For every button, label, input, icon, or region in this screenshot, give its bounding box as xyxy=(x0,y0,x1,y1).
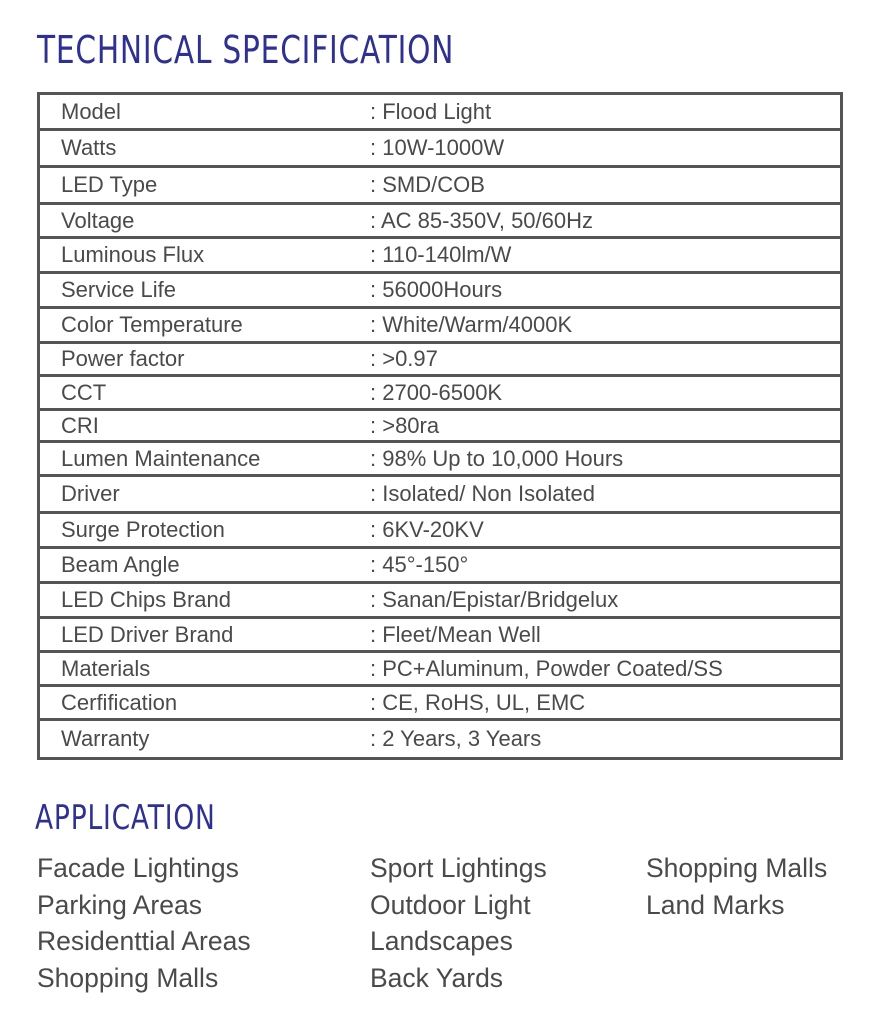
spec-value: : >0.97 xyxy=(370,346,438,371)
spec-label: Power factor xyxy=(61,346,185,371)
spec-value: : 2700-6500K xyxy=(370,379,503,405)
spec-label: CRI xyxy=(61,412,99,438)
spec-value: : 6KV-20KV xyxy=(370,517,484,542)
spec-value: : 56000Hours xyxy=(370,277,503,302)
spec-value: : Flood Light xyxy=(370,98,492,124)
application-title: APPLICATION xyxy=(35,798,216,838)
spec-label: LED Chips Brand xyxy=(61,587,231,612)
spec-row-color-temperature xyxy=(40,309,840,344)
spec-row-certification xyxy=(40,687,840,721)
spec-row-watts xyxy=(40,131,840,168)
application-item: Residenttial Areas xyxy=(37,926,251,956)
spec-row-warranty xyxy=(40,721,840,757)
application-item: Outdoor Light xyxy=(370,889,531,920)
spec-label: CCT xyxy=(61,379,107,405)
application-item: Land Marks xyxy=(646,889,785,920)
application-item: Shopping Malls xyxy=(646,853,828,883)
spec-row-driver xyxy=(40,477,840,514)
spec-row-surge-protection xyxy=(40,514,840,549)
spec-label: Watts xyxy=(61,135,117,160)
application-item: Parking Areas xyxy=(37,889,202,920)
spec-row-power-factor xyxy=(40,344,840,377)
spec-label: Warranty xyxy=(61,726,150,751)
spec-value: : 10W-1000W xyxy=(370,135,505,160)
spec-row-service-life xyxy=(40,274,840,309)
spec-label: Beam Angle xyxy=(61,552,180,577)
spec-row-voltage xyxy=(40,205,840,239)
spec-value: : 2 Years, 3 Years xyxy=(370,726,542,751)
spec-value: : White/Warm/4000K xyxy=(370,312,573,337)
spec-table xyxy=(37,92,843,760)
spec-value: : Sanan/Epistar/Bridgelux xyxy=(370,587,619,612)
spec-label: Service Life xyxy=(61,277,176,302)
spec-value: : SMD/COB xyxy=(370,172,485,197)
spec-row-luminous-flux xyxy=(40,239,840,274)
spec-row-beam-angle xyxy=(40,549,840,584)
spec-row-materials xyxy=(40,653,840,687)
spec-label: Surge Protection xyxy=(61,517,225,542)
spec-value: : 110-140lm/W xyxy=(370,242,512,267)
spec-row-led-chips-brand xyxy=(40,584,840,619)
spec-value: : Fleet/Mean Well xyxy=(370,621,541,647)
spec-label: LED Driver Brand xyxy=(61,621,234,647)
spec-label: Materials xyxy=(61,655,151,681)
spec-value: : Isolated/ Non Isolated xyxy=(370,481,596,506)
spec-label: Voltage xyxy=(61,207,135,233)
application-column-3 xyxy=(646,850,827,923)
spec-label: LED Type xyxy=(61,172,158,197)
spec-row-cct xyxy=(40,377,840,411)
spec-row-lumen-maintenance xyxy=(40,443,840,477)
application-item: Landscapes xyxy=(370,926,513,956)
spec-value: : AC 85-350V, 50/60Hz xyxy=(370,207,594,233)
application-item: Shopping Malls xyxy=(37,962,219,993)
application-column-1 xyxy=(37,850,251,996)
spec-label: Color Temperature xyxy=(61,312,243,337)
spec-label: Luminous Flux xyxy=(61,242,205,267)
application-item: Facade Lightings xyxy=(37,853,239,883)
application-item: Back Yards xyxy=(370,962,504,993)
spec-value: : PC+Aluminum, Powder Coated/SS xyxy=(370,655,723,681)
spec-value: : >80ra xyxy=(370,412,440,438)
spec-value: : 45°-150° xyxy=(370,552,469,577)
spec-label: Lumen Maintenance xyxy=(61,445,261,471)
application-column-2 xyxy=(370,850,547,996)
application-item: Sport Lightings xyxy=(370,853,547,883)
spec-title: TECHNICAL SPECIFICATION xyxy=(37,28,455,72)
spec-row-led-driver-brand xyxy=(40,619,840,653)
spec-value: : CE, RoHS, UL, EMC xyxy=(370,689,586,715)
spec-row-cri xyxy=(40,411,840,443)
spec-label: Driver xyxy=(61,481,120,506)
spec-row-model xyxy=(40,95,840,131)
spec-value: : 98% Up to 10,000 Hours xyxy=(370,445,624,471)
spec-label: Cerfification xyxy=(61,689,178,715)
spec-row-led-type xyxy=(40,168,840,205)
spec-label: Model xyxy=(61,98,121,124)
